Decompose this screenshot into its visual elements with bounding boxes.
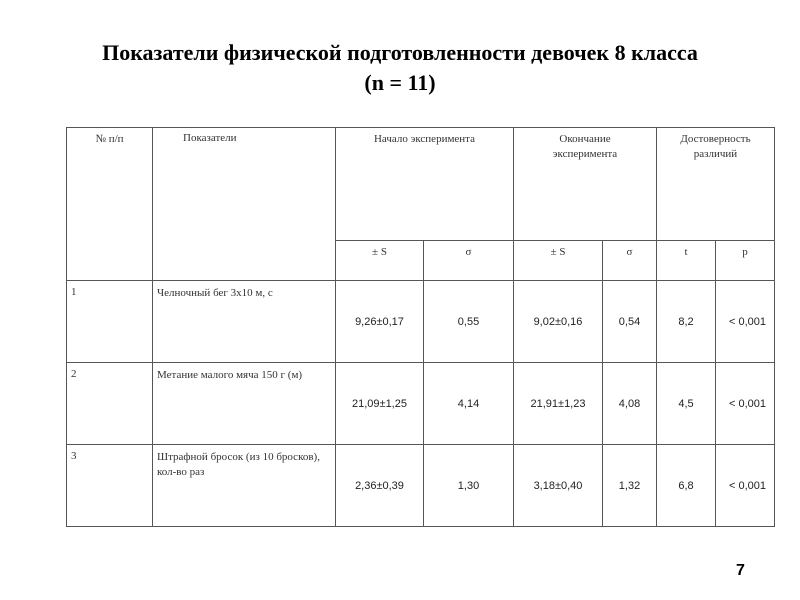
title-line-1: Показатели физической подготовленности девочек 8 класса [102,40,698,65]
row-start-sigma: 1,30 [424,445,514,527]
table-row [67,281,775,363]
results-table [66,127,775,527]
table-header-row [67,128,775,241]
header-start [336,128,514,241]
row-t: 4,5 [657,363,716,445]
row-end-sigma: 4,08 [603,363,657,445]
row-start-mean: 9,26±0,17 [336,281,424,363]
row-p: < 0,001 [716,363,775,445]
table-row [67,363,775,445]
subheader-p: p [716,240,775,281]
row-end-sigma: 1,32 [603,445,657,527]
row-p: < 0,001 [716,445,775,527]
subheader-end-sigma: σ [603,240,657,281]
row-end-mean: 9,02±0,16 [514,281,603,363]
row-t: 6,8 [657,445,716,527]
row-start-sigma: 0,55 [424,281,514,363]
row-start-mean: 21,09±1,25 [336,363,424,445]
header-end-text: Окончание эксперимента [552,133,618,160]
row-num: 1 [67,281,153,363]
row-end-sigma: 0,54 [603,281,657,363]
row-start-mean: 2,36±0,39 [336,445,424,527]
header-significance-text: Достоверность различий [680,133,751,160]
page-number: 7 [736,562,745,579]
header-indicator: Показатели [153,128,336,281]
row-indicator: Метание малого мяча 150 г (м) [153,363,336,445]
header-end [514,128,657,241]
row-num: 2 [67,363,153,445]
subheader-start-mean: ± S [336,240,424,281]
title-line-2: (n = 11) [364,70,436,95]
row-end-mean: 3,18±0,40 [514,445,603,527]
row-start-sigma: 4,14 [424,363,514,445]
row-num: 3 [67,445,153,527]
row-indicator: Штрафной бросок (из 10 бросков), кол-во раз [153,445,336,527]
header-num: № п/п [67,128,153,281]
header-start-text: Начало эксперимента [373,133,476,145]
row-p: < 0,001 [716,281,775,363]
row-indicator: Челночный бег 3х10 м, с [153,281,336,363]
header-significance [657,128,775,241]
subheader-end-mean: ± S [514,240,603,281]
row-end-mean: 21,91±1,23 [514,363,603,445]
table-row [67,445,775,527]
row-t: 8,2 [657,281,716,363]
subheader-start-sigma: σ [424,240,514,281]
subheader-t: t [657,240,716,281]
page-title [0,38,800,98]
